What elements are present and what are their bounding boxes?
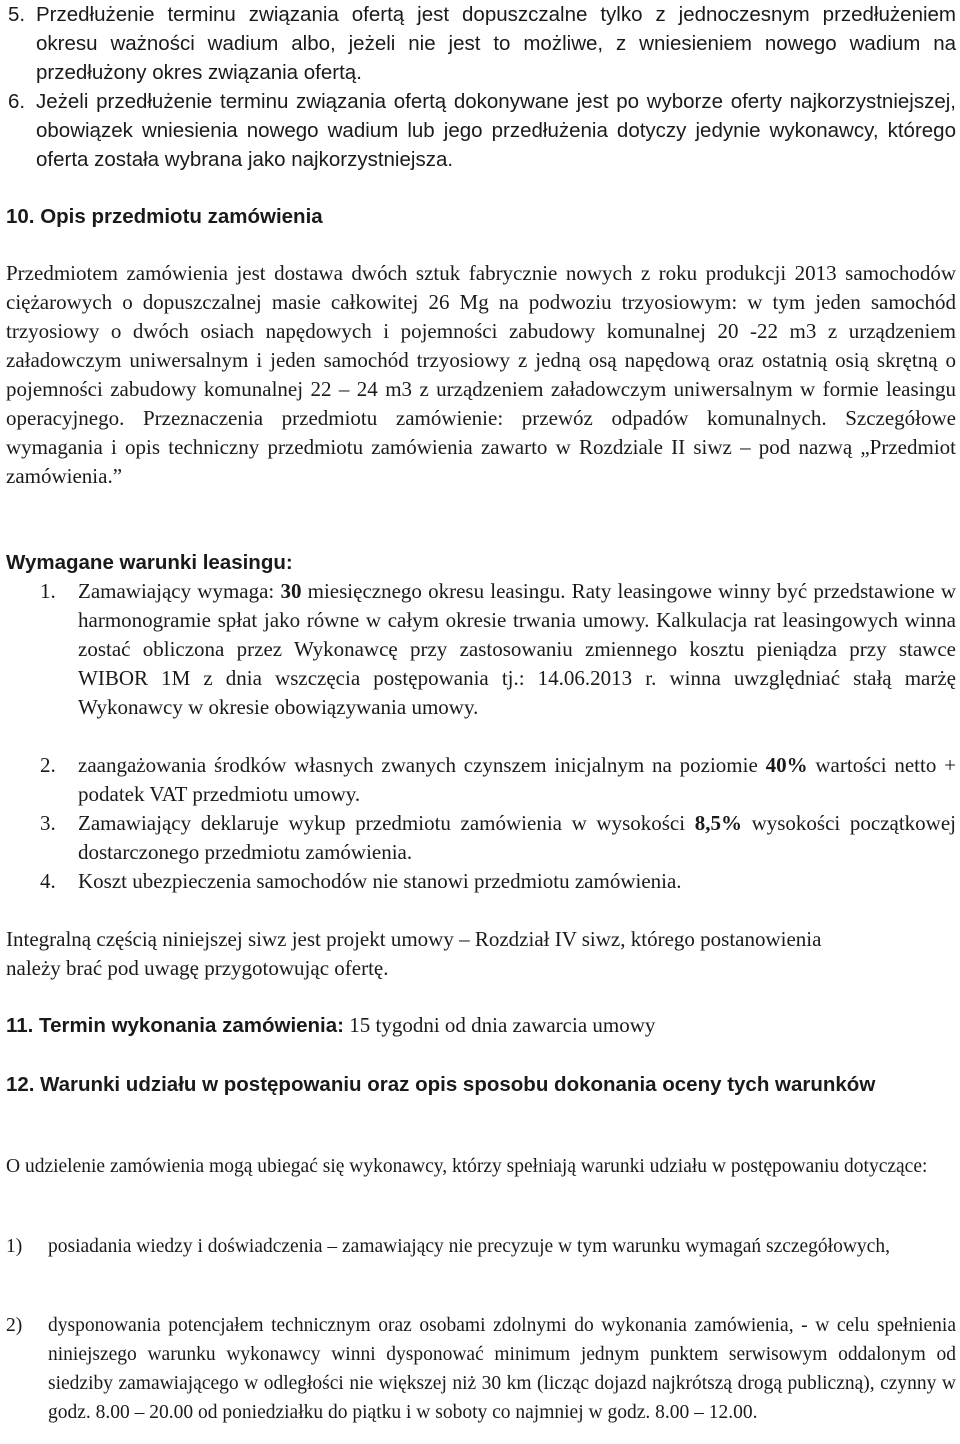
list-text: Koszt ubezpieczenia samochodów nie stanowi przedmiotu zamówienia.	[78, 869, 682, 893]
list-item-6	[8, 87, 956, 174]
list-text: Jeżeli przedłużenie terminu związania ofertą dokonywane jest po wyborze oferty najkorzystniejszej, obowiązek wniesienia nowego wadium lub jego przedłużenia dotyczy jedynie wykonawcy, którego oferta została wybrana jako najkorzystniejsza.	[36, 90, 956, 171]
list-text	[78, 751, 956, 809]
condition-item-2	[6, 1311, 956, 1427]
section-12-heading	[6, 1070, 956, 1099]
list-number: 4.	[40, 869, 56, 893]
list-number: 6.	[8, 90, 26, 113]
section-10-paragraph: Przedmiotem zamówienia jest dostawa dwóch sztuk fabrycznie nowych z roku produkcji 2013 samochodów ciężarowych o dopuszczalnej masie całkowitej 26 Mg na podwoziu trzyosiowym: w tym jeden samochód trzyosiowy o dwóch osiach napędowych i pojemności zabudowy komunalnej 20 -22 m3 z urządzeniem załadowczym uniwersalnym i jeden samochód trzyosiowy z jedną osą napędową oraz ostatnią osią skrętną o pojemności zabudowy komunalnej 22 – 24 m3 z urządzeniem załadowczym uniwersalnym w formie leasingu operacyjnego. Przeznaczenia przedmiotu zamówienie: przewóz odpadów komunalnych. Szczegółowe wymagania i opis techniczny przedmiotu zamówienia zawarto w Rozdziale II siwz – pod nazwą „Przedmiot zamówienia.”	[6, 261, 956, 488]
leasing-item-2	[40, 751, 956, 809]
conditions-intro: O udzielenie zamówienia mogą ubiegać się wykonawcy, którzy spełniają warunki udziału w postępowaniu dotyczące:	[6, 1156, 928, 1177]
list-number: 2.	[40, 753, 56, 777]
text-part: wartości netto + podatek VAT przedmiotu umowy.	[78, 753, 956, 806]
leasing-item-1	[40, 577, 956, 722]
leasing-heading: Wymagane warunki leasingu:	[6, 551, 293, 574]
list-text	[78, 577, 956, 722]
condition-item-1	[6, 1232, 956, 1261]
leasing-item-4	[40, 867, 956, 896]
list-number: 3.	[40, 811, 56, 835]
section-title: Warunki udziału w postępowaniu oraz opis sposobu dokonania oceny tych warunków	[40, 1073, 876, 1096]
leasing-item-3	[40, 809, 956, 867]
text-part: Zamawiający deklaruje wykup przedmiotu zamówienia w wysokości	[78, 811, 695, 835]
list-text	[78, 809, 956, 867]
emphasis: 40%	[765, 753, 808, 777]
list-number: 1)	[6, 1236, 23, 1257]
list-number: 5.	[8, 3, 26, 26]
list-text: Przedłużenie terminu związania ofertą jest dopuszczalne tylko z jednoczesnym przedłużeniem okresu ważności wadium albo, jeżeli nie jest to możliwe, z wniesieniem nowego wadium na przedłużony okres związania ofertą.	[36, 3, 956, 84]
list-number: 1.	[40, 579, 56, 603]
section-number: 12.	[6, 1073, 35, 1096]
section-10-heading: 10. Opis przedmiotu zamówienia	[6, 205, 323, 228]
list-number: 2)	[6, 1315, 23, 1336]
section-11-value: 15 tygodni od dnia zawarcia umowy	[343, 1013, 656, 1037]
emphasis: 30	[280, 579, 302, 603]
section-11	[6, 1011, 956, 1040]
list-text: dysponowania potencjałem technicznym oraz osobami zdolnymi do wykonania zamówienia, - w celu spełnienia niniejszego warunku wykonawcy winni dysponować minimum jednym punktem serwisowym oddalonym od siedziby zamawiającego w odległości nie większej niż 30 km (licząc dojazd najkrótszą drogą publiczną), czynny w godz. 8.00 – 20.00 od poniedziałku do piątku i w soboty co najmniej w godz. 8.00 – 12.00.	[48, 1315, 956, 1423]
list-text: posiadania wiedzy i doświadczenia – zamawiający nie precyzuje w tym warunku wymagań szczegółowych,	[48, 1236, 890, 1257]
text-part: zaangażowania środków własnych zwanych czynszem inicjalnym na poziomie	[78, 753, 766, 777]
list-item-5	[8, 0, 956, 87]
text-part: Zamawiający wymaga:	[78, 579, 281, 603]
text-part: wysokości początkowej dostarczonego przedmiotu zamówienia.	[78, 811, 956, 864]
section-11-heading: 11. Termin wykonania zamówienia:	[6, 1014, 344, 1037]
integral-paragraph: Integralną częścią niniejszej siwz jest projekt umowy – Rozdział IV siwz, którego postanowienia należy brać pod uwagę przygotowując ofertę.	[6, 927, 822, 980]
text-part: miesięcznego okresu leasingu. Raty leasingowe winny być przedstawione w harmonogramie spłat jako równe w całym okresie trwania umowy. Kalkulacja rat leasingowych winna zostać obliczona przez Wykonawcę przy zastosowaniu zmiennego kosztu pieniądza przy stawce WIBOR 1M z dnia wszczęcia postępowania tj.: 14.06.2013 r. winna uwzględniać stałą marżę Wykonawcy w okresie obowiązywania umowy.	[78, 579, 957, 719]
emphasis: 8,5%	[694, 811, 742, 835]
